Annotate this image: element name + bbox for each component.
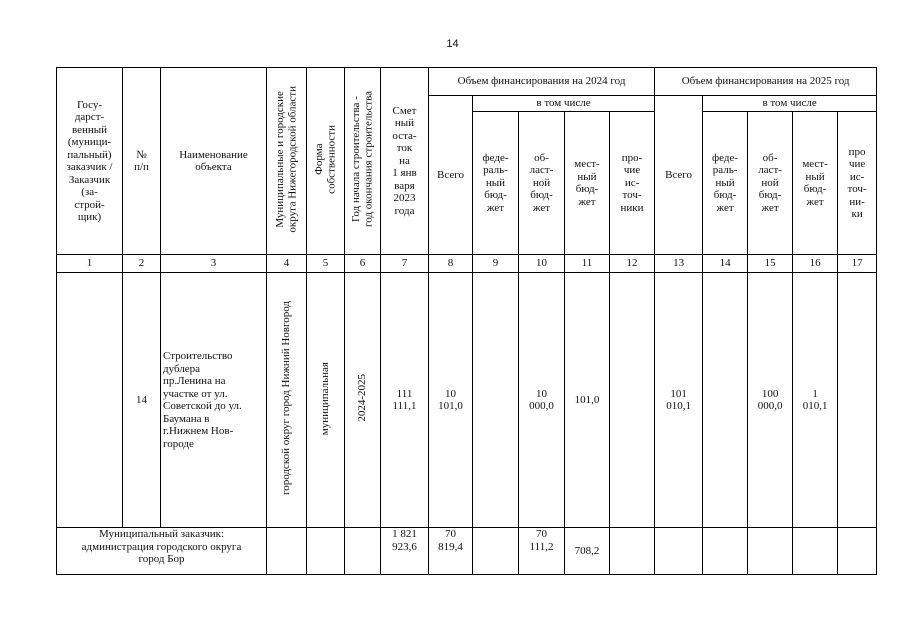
cell-local-2024: 101,0: [565, 273, 610, 528]
column-number: 15: [748, 255, 793, 273]
header-federal-2024: феде- раль- ный бюд- жет: [473, 112, 519, 255]
cell-empty: [307, 528, 345, 575]
header-total-2024: Всего: [429, 96, 473, 255]
header-construction-years: Год начала строительства - год окончания строительства: [345, 68, 381, 255]
column-number: 9: [473, 255, 519, 273]
cell-empty: [655, 528, 703, 575]
header-estimated-balance: Смет ный оста- ток на 1 янв варя 2023 года: [381, 68, 429, 255]
header-regional-2025: об- ласт- ной бюд- жет: [748, 112, 793, 255]
header-object-name: Наименование объекта: [161, 68, 267, 255]
total-regional-2024: 70 111,2: [519, 528, 565, 575]
header-including-2025: в том числе: [703, 96, 877, 112]
column-number: 7: [381, 255, 429, 273]
cell-total-2025: 101 010,1: [655, 273, 703, 528]
column-number: 6: [345, 255, 381, 273]
column-number: 1: [57, 255, 123, 273]
column-number: 10: [519, 255, 565, 273]
header-total-2025: Всего: [655, 96, 703, 255]
cell-empty: [838, 528, 877, 575]
header-municipal-district: Муниципальные и городские округа Нижегородской области: [267, 68, 307, 255]
column-number: 11: [565, 255, 610, 273]
cell-construction-years: 2024-2025: [345, 273, 381, 528]
column-number: 16: [793, 255, 838, 273]
column-number: 4: [267, 255, 307, 273]
document-body: [56, 67, 877, 575]
cell-federal-2024: [473, 273, 519, 528]
header-funding-2025: Объем финансирования на 2025 год: [655, 68, 877, 96]
column-number: 3: [161, 255, 267, 273]
column-number: 12: [610, 255, 655, 273]
header-local-2025: мест- ный бюд- жет: [793, 112, 838, 255]
cell-empty: [345, 528, 381, 575]
cell-other-2025: [838, 273, 877, 528]
column-number: 2: [123, 255, 161, 273]
funding-table: [56, 67, 877, 575]
header-customer: Госу- дарст- венный (муници- пальный) заказчик / Заказчик (за- строй- щик): [57, 68, 123, 255]
total-row: [57, 528, 877, 575]
header-funding-2024: Объем финансирования на 2024 год: [429, 68, 655, 96]
cell-local-2025: 1 010,1: [793, 273, 838, 528]
cell-empty: [267, 528, 307, 575]
cell-ownership: муниципальная: [307, 273, 345, 528]
cell-customer: [57, 273, 123, 528]
header-federal-2025: феде- раль- ный бюд- жет: [703, 112, 748, 255]
column-number-row: [57, 255, 877, 273]
cell-empty: [473, 528, 519, 575]
header-other-2024: про- чие ис- точ- ники: [610, 112, 655, 255]
cell-empty: [703, 528, 748, 575]
header-ownership: Форма собственности: [307, 68, 345, 255]
column-number: 8: [429, 255, 473, 273]
table-row: [57, 273, 877, 528]
header-including-2024: в том числе: [473, 96, 655, 112]
cell-regional-2025: 100 000,0: [748, 273, 793, 528]
total-estimated-balance: 1 821 923,6: [381, 528, 429, 575]
cell-empty: [610, 528, 655, 575]
cell-municipal-district: городской округ город Нижний Новгород: [267, 273, 307, 528]
total-label: Муниципальный заказчик: администрация городского округа город Бор: [57, 528, 267, 575]
cell-empty: [793, 528, 838, 575]
header-regional-2024: об- ласт- ной бюд- жет: [519, 112, 565, 255]
header-row-1: [57, 68, 877, 96]
total-2024: 70 819,4: [429, 528, 473, 575]
cell-regional-2024: 10 000,0: [519, 273, 565, 528]
cell-federal-2025: [703, 273, 748, 528]
column-number: 13: [655, 255, 703, 273]
header-row-number: № п/п: [123, 68, 161, 255]
total-local-2024: 708,2: [565, 528, 610, 575]
page-number: 14: [446, 38, 459, 50]
cell-object-name: Строительство дублера пр.Ленина на участке от ул. Советской до ул. Баумана в г.Нижнем Нов- городе: [161, 273, 267, 528]
column-number: 17: [838, 255, 877, 273]
cell-other-2024: [610, 273, 655, 528]
header-local-2024: мест- ный бюд- жет: [565, 112, 610, 255]
cell-total-2024: 10 101,0: [429, 273, 473, 528]
cell-empty: [748, 528, 793, 575]
column-number: 14: [703, 255, 748, 273]
cell-row-number: 14: [123, 273, 161, 528]
header-other-2025: про чие ис- точ- ни- ки: [838, 112, 877, 255]
column-number: 5: [307, 255, 345, 273]
cell-estimated-balance: 111 111,1: [381, 273, 429, 528]
